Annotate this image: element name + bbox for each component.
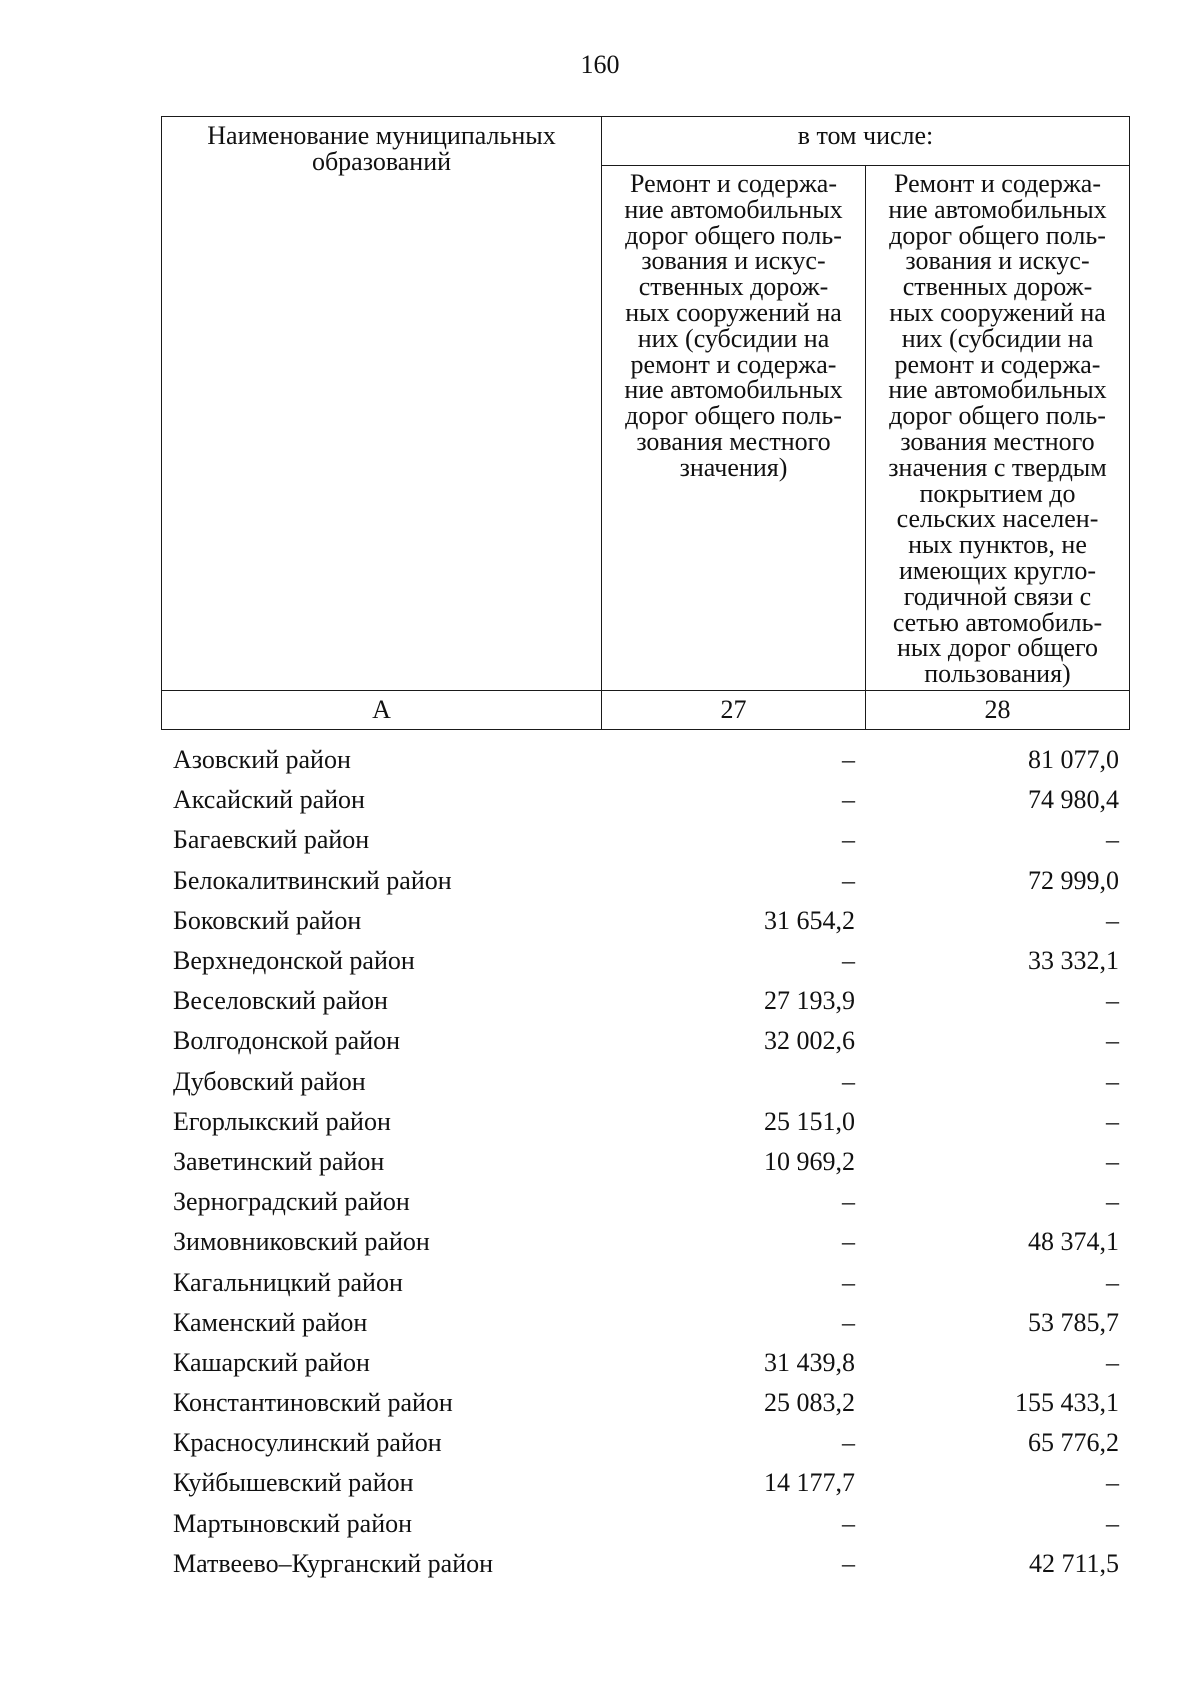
row-name-cell: Каменский район [173,1307,368,1337]
table-row [161,1062,1129,1102]
row-value-27: – [842,825,855,855]
table-row [161,1504,1129,1544]
header-column-28-line: пользования) [924,659,1071,689]
row-value-28: 42 711,5 [1028,1548,1119,1578]
row-name-cell: Куйбышевский район [173,1468,414,1498]
page-number: 160 [580,50,620,79]
row-value-27: 27 193,9 [764,986,855,1016]
header-column-28-line: ремонт и содержа- [894,349,1101,379]
row-name-cell: Зимовниковский район [173,1227,430,1257]
header-column-28-line: дорог общего поль- [889,401,1106,431]
header-column-27-line: ственных дорож- [638,272,829,302]
row-value-28: 155 433,1 [1015,1388,1119,1418]
index-28: 28 [866,690,1130,729]
row-value-28: – [1106,1187,1119,1217]
header-column-28-line: зования местного [900,426,1095,456]
header-column-27-line: ных сооружений на [625,297,842,327]
row-value-27: – [842,946,855,976]
row-value-28: – [1106,986,1119,1016]
header-column-28-line: значения с твердым [888,452,1107,482]
index-27: 27 [602,690,866,729]
row-name-cell: Веселовский район [173,986,388,1016]
header-column-28-line: Ремонт и содержа- [893,169,1102,198]
header-column-27-line: зования местного [636,426,831,456]
table-row [161,1182,1129,1222]
table-row [161,1021,1129,1061]
table-row [161,1383,1129,1423]
header-column-28-line: ных сооружений на [889,297,1106,327]
table-row [161,861,1129,901]
row-name-cell: Азовский район [173,745,351,775]
table-row [161,1343,1129,1383]
row-value-28: 65 776,2 [1028,1428,1119,1458]
row-name-cell: Багаевский район [173,825,370,855]
row-value-27: – [842,1227,855,1257]
row-name-cell: Кагальницкий район [173,1267,403,1297]
table-row [161,941,1129,981]
header-column-27-line: дорог общего поль- [625,401,842,431]
table-row [161,1544,1129,1584]
row-value-27: – [842,1066,855,1096]
row-value-27: – [842,785,855,815]
header-column-28-line: имеющих кругло- [898,555,1097,585]
row-value-27: 14 177,7 [764,1468,855,1498]
row-name-cell: Кашарский район [173,1347,370,1377]
row-value-28: – [1106,905,1119,935]
row-value-28: – [1106,825,1119,855]
header-column-28 [866,166,1130,691]
header-column-28-line: ных пунктов, не [908,530,1087,560]
header-column-28-line: ных дорог общего [896,633,1099,663]
table-row [161,820,1129,860]
row-name-cell: Красносулинский район [173,1428,442,1458]
row-value-27: 32 002,6 [764,1026,855,1056]
table-row [161,981,1129,1021]
row-value-27: – [842,1508,855,1538]
header-column-27 [602,166,866,691]
header-column-28-line: ние автомобильных [888,375,1107,405]
row-value-28: – [1106,1066,1119,1096]
row-value-27: – [842,745,855,775]
row-value-28: – [1106,1146,1119,1176]
row-value-28: – [1106,1026,1119,1056]
row-name-cell: Матвеево–Курганский район [173,1548,494,1578]
row-value-27: – [842,1428,855,1458]
row-value-27: – [842,1187,855,1217]
header-column-28-line: сельских населен- [896,504,1099,534]
row-value-28: – [1106,1106,1119,1136]
header-column-27-line: Ремонт и содержа- [629,169,838,198]
row-value-28: – [1106,1347,1119,1377]
header-column-27-line: значения) [679,452,788,482]
header-column-28-line: дорог общего поль- [889,220,1106,250]
row-value-28: – [1106,1468,1119,1498]
table-row [161,901,1129,941]
table-row [161,1303,1129,1343]
header-column-28-line: годичной связи с [903,581,1092,611]
header-column-27-line: дорог общего поль- [625,220,842,250]
header-column-28-line: зования и искус- [905,246,1090,276]
table-row [161,740,1129,780]
header-column-27-line: ние автомобильных [624,194,843,224]
row-name-cell: Белокалитвинский район [173,865,452,895]
row-value-28: – [1106,1508,1119,1538]
header-name-column: Наименование муниципальных образований [162,117,602,691]
row-value-28: – [1106,1267,1119,1297]
table-header [161,116,1130,730]
header-column-28-line: ние автомобильных [888,194,1107,224]
header-group-label: в том числе: [602,117,1130,166]
header-column-28-line: покрытием до [919,478,1076,508]
header-column-28-line: сетью автомобиль- [892,607,1103,637]
row-name-cell: Константиновский район [173,1388,453,1418]
table-row [161,1222,1129,1262]
row-value-27: 25 151,0 [764,1106,855,1136]
header-column-28-line: ственных дорож- [902,272,1093,302]
row-value-27: – [842,865,855,895]
header-column-27-line: ремонт и содержа- [630,349,837,379]
row-name-cell: Егорлыкский район [173,1106,391,1136]
row-value-27: 31 654,2 [764,905,855,935]
table-body [161,740,1129,1584]
row-value-27: 31 439,8 [764,1347,855,1377]
row-name-cell: Боковский район [173,905,362,935]
table-row [161,1102,1129,1142]
row-value-27: – [842,1307,855,1337]
row-value-28: 33 332,1 [1028,946,1119,976]
row-name-cell: Верхнедонской район [173,946,415,976]
row-name-cell: Мартыновский район [173,1508,413,1538]
row-value-27: – [842,1548,855,1578]
row-value-27: – [842,1267,855,1297]
table-row [161,780,1129,820]
row-name-cell: Зерноградский район [173,1187,410,1217]
row-value-28: 72 999,0 [1028,865,1119,895]
row-value-27: 25 083,2 [764,1388,855,1418]
header-column-28-line: них (субсидии на [901,323,1094,353]
table-row [161,1463,1129,1503]
index-a: А [162,690,602,729]
row-name-cell: Аксайский район [173,785,365,815]
row-value-28: 81 077,0 [1028,745,1119,775]
header-column-27-line: ние автомобильных [624,375,843,405]
row-value-28: 53 785,7 [1028,1307,1119,1337]
header-column-27-line: них (субсидии на [637,323,830,353]
table-row [161,1142,1129,1182]
row-name-cell: Волгодонской район [173,1026,401,1056]
table-row [161,1262,1129,1302]
row-value-28: 74 980,4 [1028,785,1119,815]
row-name-cell: Дубовский район [173,1066,366,1096]
row-value-28: 48 374,1 [1028,1227,1119,1257]
header-column-27-line: зования и искус- [641,246,826,276]
table-row [161,1423,1129,1463]
row-name-cell: Заветинский район [173,1146,385,1176]
row-value-27: 10 969,2 [764,1146,855,1176]
